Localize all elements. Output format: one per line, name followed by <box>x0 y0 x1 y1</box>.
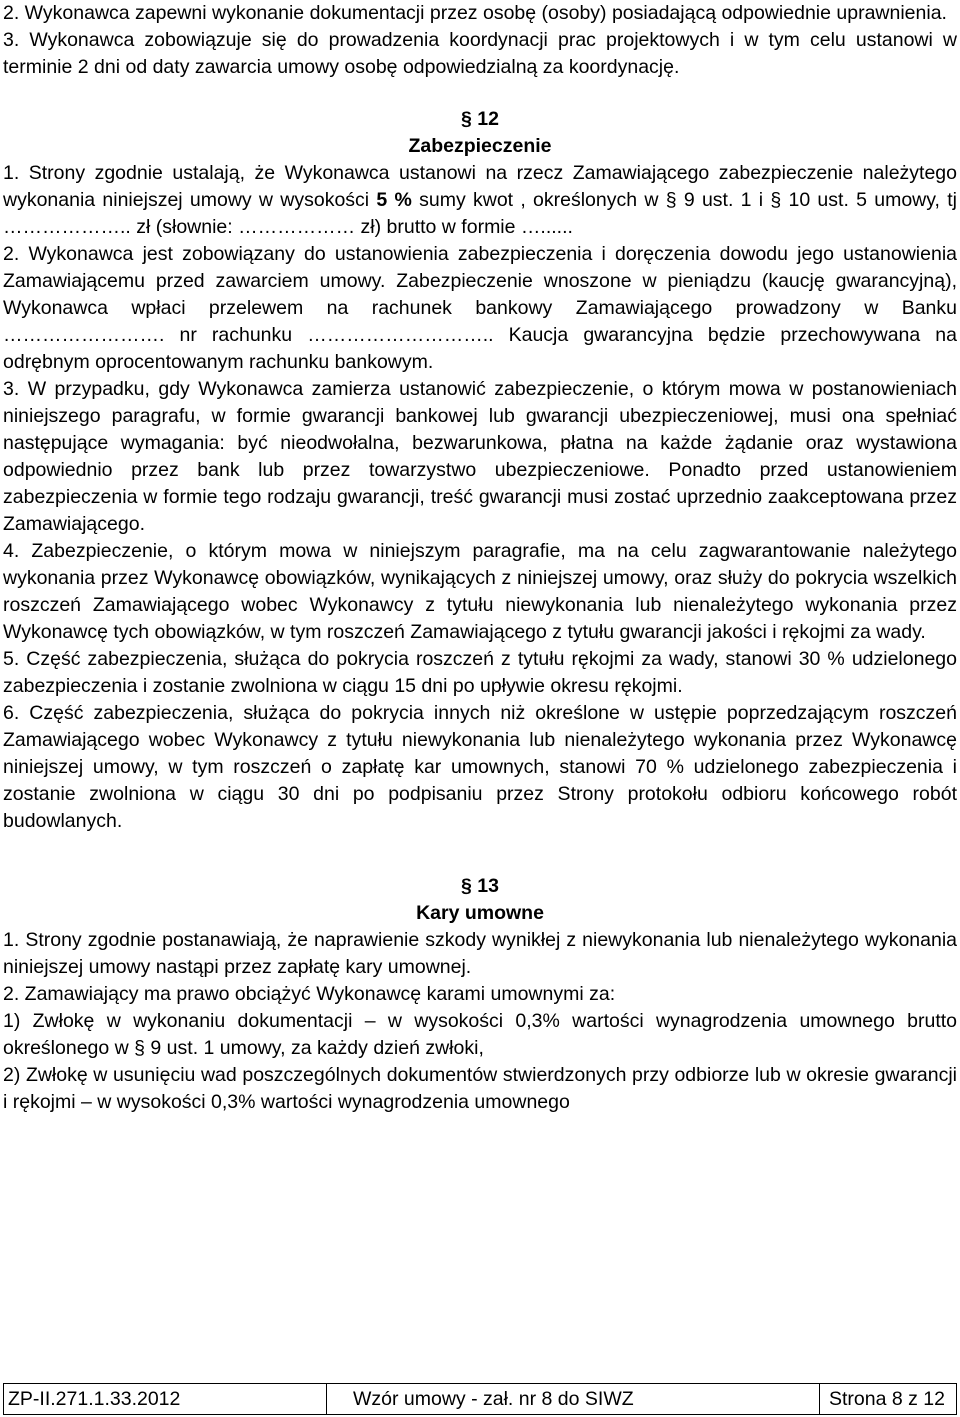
paragraph: 6. Część zabezpieczenia, służąca do pokrycia innych niż określone w ustępie poprzedzającym roszczeń Zamawiającego wobec Wykonawcy z tytułu niewykonania lub nienależytego wykonania przez Wykonawcę niniejszej umowy, w tym roszczeń o zapłatę kar umownych, stanowi 70 % udzielonego zabezpieczenia i zostanie zwolniona w ciągu 30 dni po podpisaniu przez Strony protokołu odbioru końcowego robót budowlanych. <box>3 702 957 832</box>
footer-reference: ZP-II.271.1.33.2012 <box>3 1384 326 1414</box>
section-number: § 13 <box>461 875 499 897</box>
text-run: sumy kwot , określonych w § 9 ust. 1 i § 10 ust. 5 umowy, tj ……………….. zł (słownie: ……………… zł) brutto w formie …...... <box>3 189 957 238</box>
text-run: 1. Strony zgodnie ustalają, że Wykonawca ustanowi na rzecz Zamawiającego zabezpieczenie należytego wykonania niniejszej umowy w wysokości <box>3 162 957 211</box>
page-footer <box>3 1383 957 1415</box>
paragraph: 4. Zabezpieczenie, o którym mowa w niniejszym paragrafie, ma na celu zagwarantowanie należytego wykonania przez Wykonawcę obowiązków, wynikających z niniejszej umowy, oraz służy do pokrycia wszelkich roszczeń Zamawiającego wobec Wykonawcy z tytułu niewykonania lub nienależytego wykonania przez Wykonawcę tych obowiązków, w tym roszczeń Zamawiającego z tytułu gwarancji jakości i rękojmi za wady. <box>3 540 957 643</box>
section-title: Zabezpieczenie <box>408 135 552 157</box>
document-body <box>3 0 957 1116</box>
paragraph: 2. Zamawiający ma prawo obciążyć Wykonawcę karami umownymi za: <box>3 983 616 1005</box>
paragraph <box>3 160 957 241</box>
paragraph: 1) Zwłokę w wykonaniu dokumentacji – w wysokości 0,3% wartości wynagrodzenia umownego brutto określonego w § 9 ust. 1 umowy, za każdy dzień zwłoki, <box>3 1010 957 1059</box>
section-number: § 12 <box>461 108 499 130</box>
paragraph: 1. Strony zgodnie postanawiają, że naprawienie szkody wynikłej z niewykonania lub nienależytego wykonania niniejszej umowy nastąpi przez zapłatę kary umownej. <box>3 929 957 978</box>
paragraph: 3. W przypadku, gdy Wykonawca zamierza ustanowić zabezpieczenie, o którym mowa w postanowieniach niniejszego paragrafu, w formie gwarancji bankowej lub gwarancji ubezpieczeniowej, musi ona spełniać następujące wymagania: być nieodwołalna, bezwarunkowa, płatna na każde żądanie oraz wystawiona odpowiednio przez bank lub przez towarzystwo ubezpieczeniowe. Ponadto przed ustanowieniem zabezpieczenia w formie tego rodzaju gwarancji, treść gwarancji musi zostać uprzednio zaakceptowana przez Zamawiającego. <box>3 378 957 535</box>
paragraph: 2) Zwłokę w usunięciu wad poszczególnych dokumentów stwierdzonych przy odbiorze lub w okresie gwarancji i rękojmi – w wysokości 0,3% wartości wynagrodzenia umownego <box>3 1064 957 1113</box>
percent-value: 5 % <box>376 189 412 211</box>
footer-page-number: Strona 8 z 12 <box>819 1384 957 1414</box>
paragraph: 2. Wykonawca zapewni wykonanie dokumentacji przez osobę (osoby) posiadającą odpowiednie uprawnienia. <box>3 2 947 24</box>
footer-document-name: Wzór umowy - zał. nr 8 do SIWZ <box>326 1384 819 1414</box>
section-title: Kary umowne <box>416 902 544 924</box>
paragraph: 3. Wykonawca zobowiązuje się do prowadzenia koordynacji prac projektowych i w tym celu ustanowi w terminie 2 dni od daty zawarcia umowy osobę odpowiedzialną za koordynację. <box>3 29 957 78</box>
paragraph: 5. Część zabezpieczenia, służąca do pokrycia roszczeń z tytułu rękojmi za wady, stanowi 30 % udzielonego zabezpieczenia i zostanie zwolniona w ciągu 15 dni po upływie okresu rękojmi. <box>3 648 957 697</box>
paragraph: 2. Wykonawca jest zobowiązany do ustanowienia zabezpieczenia i doręczenia dowodu jego ustanowienia Zamawiającemu przed zawarciem umowy. Zabezpieczenie wnoszone w pieniądzu (kaucję gwarancyjną), Wykonawca wpłaci przelewem na rachunek bankowy Zamawiającego prowadzony w Banku ……………………. nr rachunku ……………………….. Kaucja gwarancyjna będzie przechowywana na odrębnym oprocentowanym rachunku bankowym. <box>3 243 957 373</box>
